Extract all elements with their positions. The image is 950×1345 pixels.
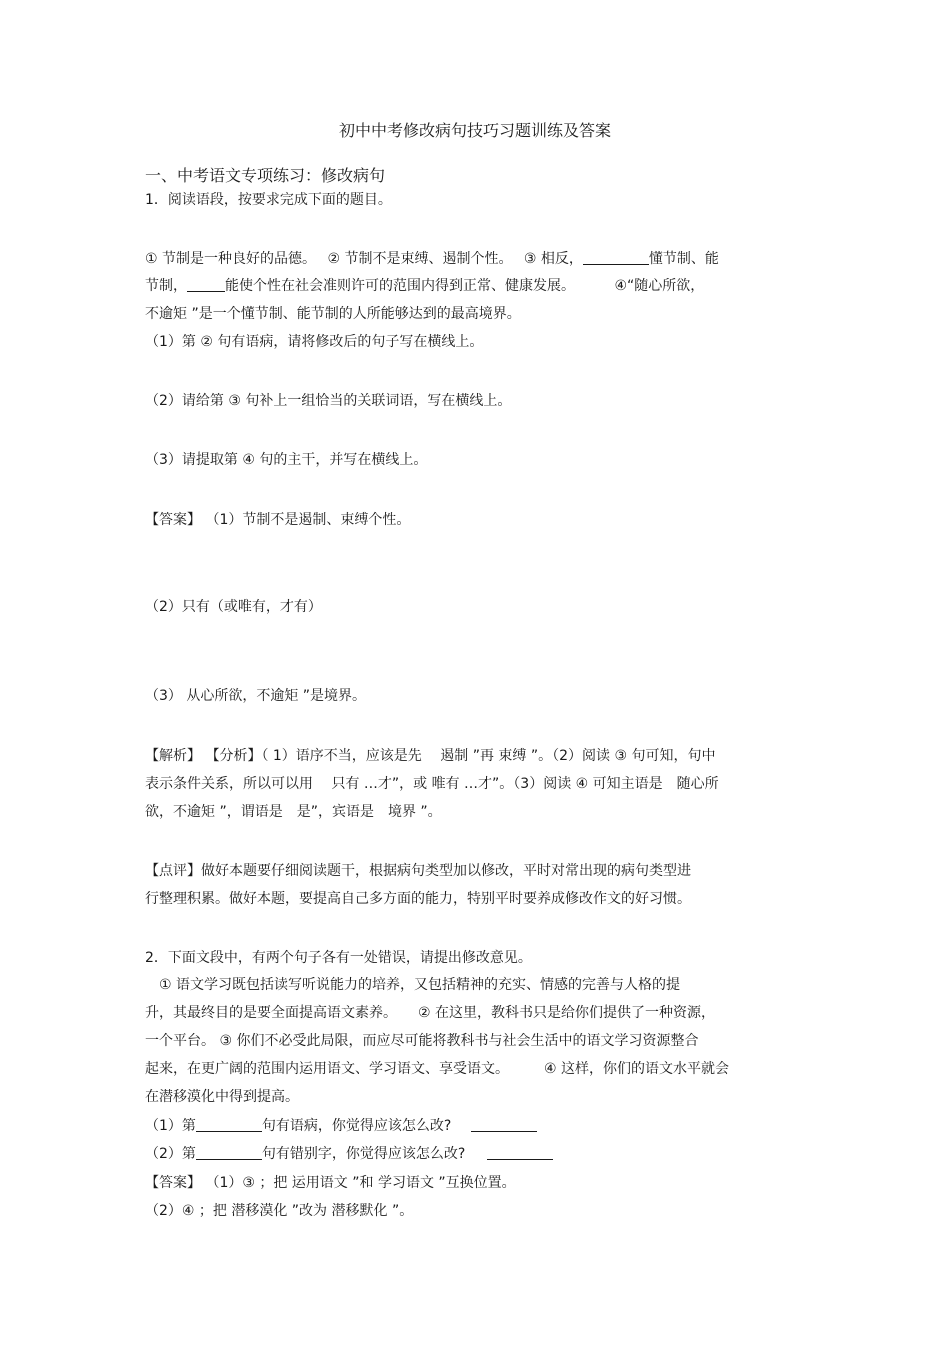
document-title: 初中中考修改病句技巧习题训练及答案 xyxy=(338,121,611,140)
answer-blank xyxy=(487,1145,553,1160)
q2-subquestion-2 xyxy=(145,1144,553,1164)
q1-comment-line-1: 【点评】做好本题要仔细阅读题干，根据病句类型加以修改，平时对常出现的病句类型进 xyxy=(145,863,691,879)
q1-analysis-line-1: 【解析】 【分析】（ 1）语序不当，应该是先 遏制 ”再 束缚 ”。（2）阅读 ③ 句可知，句中 xyxy=(145,748,716,764)
q1-comment-line-2: 行整理积累。做好本题，要提高自己多方面的能力，特别平时要养成修改作文的好习惯。 xyxy=(145,891,691,907)
q2-passage-line-3: 一个平台。 ③ 你们不必受此局限，而应尽可能将教科书与社会生活中的语文学习资源整合 xyxy=(145,1033,699,1049)
q1-passage-line-2 xyxy=(145,276,704,296)
q1-subquestion-1: （1）第 ② 句有语病，请将修改后的句子写在横线上。 xyxy=(145,334,484,350)
q2-subquestion-text: 句有错别字，你觉得应该怎么改? xyxy=(261,1146,466,1162)
q2-subquestion-text: （2）第 xyxy=(145,1146,196,1162)
q2-subquestion-1 xyxy=(145,1116,537,1136)
q1-subquestion-3: （3）请提取第 ④ 句的主干，并写在横线上。 xyxy=(145,452,428,468)
section-heading: 一、中考语文专项练习：修改病句 xyxy=(145,166,386,185)
q1-passage-text: 能使个性在社会准则许可的范围内得到正常、健康发展。 ④“随心所欲， xyxy=(225,278,705,294)
q2-passage-line-1: ① 语文学习既包括读写听说能力的培养，又包括精神的充实、情感的完善与人格的提 xyxy=(145,977,680,993)
q2-subquestion-text: （1）第 xyxy=(145,1118,196,1134)
q1-answer-2: （2）只有（或唯有，才有） xyxy=(145,599,322,615)
q1-answer-3: （3） 从心所欲，不逾矩 ”是境界。 xyxy=(145,688,367,704)
answer-blank xyxy=(196,1117,262,1132)
answer-blank xyxy=(196,1145,262,1160)
q1-passage-text: ① 节制是一种良好的品德。 ② 节制不是束缚、遏制个性。 ③ 相反， xyxy=(145,251,583,267)
answer-blank xyxy=(583,250,649,265)
q1-passage-text: 懂节制、能 xyxy=(648,251,719,267)
q2-passage-line-4: 起来，在更广阔的范围内运用语文、学习语文、享受语文。 ④ 这样，你们的语文水平就会 xyxy=(145,1061,729,1077)
q1-passage-text: 节制， xyxy=(145,278,187,294)
q2-passage-line-2: 升，其最终目的是要全面提高语文素养。 ② 在这里，教科书只是给你们提供了一种资源， xyxy=(145,1005,715,1021)
answer-blank xyxy=(471,1117,537,1132)
q1-analysis-line-3: 欲，不逾矩 ”，谓语是 是”，宾语是 境界 ”。 xyxy=(145,804,442,820)
q1-passage-line-1 xyxy=(145,249,719,269)
answer-blank xyxy=(187,277,225,292)
q2-answer-2: （2）④ ；把 潜移漠化 ”改为 潜移默化 ”。 xyxy=(145,1203,414,1219)
question-2-prompt: 2．下面文段中，有两个句子各有一处错误，请提出修改意见。 xyxy=(145,950,532,966)
q1-passage-line-3: 不逾矩 ”是一个懂节制、能节制的人所能够达到的最高境界。 xyxy=(145,306,521,322)
q1-subquestion-2: （2）请给第 ③ 句补上一组恰当的关联词语，写在横线上。 xyxy=(145,393,512,409)
question-1-prompt: 1．阅读语段，按要求完成下面的题目。 xyxy=(145,192,392,208)
q2-passage-line-5: 在潜移漠化中得到提高。 xyxy=(145,1089,299,1105)
q1-analysis-line-2: 表示条件关系，所以可以用 只有 …才”，或 唯有 …才”。（3）阅读 ④ 可知主语是 随心所 xyxy=(145,776,719,792)
q1-answer-1: 【答案】 （1）节制不是遏制、束缚个性。 xyxy=(145,512,411,528)
q2-subquestion-text: 句有语病，你觉得应该怎么改? xyxy=(261,1118,452,1134)
q2-answer-1: 【答案】 （1）③ ；把 运用语文 ”和 学习语文 ”互换位置。 xyxy=(145,1175,516,1191)
